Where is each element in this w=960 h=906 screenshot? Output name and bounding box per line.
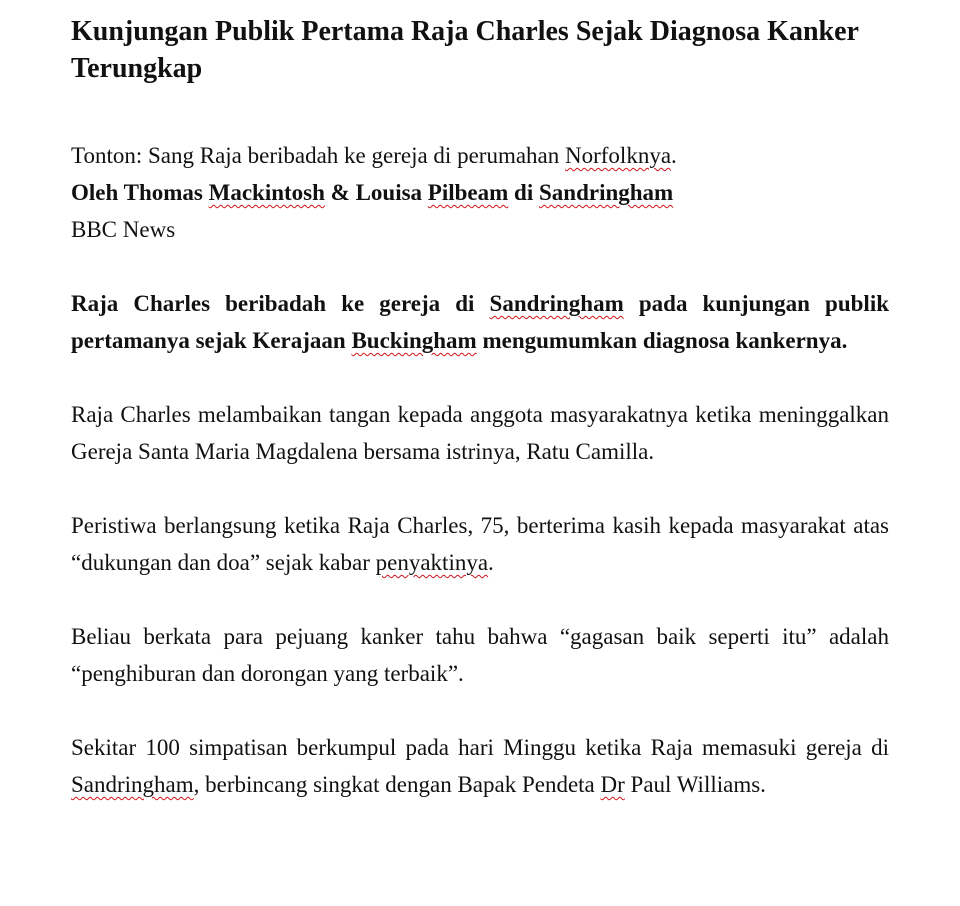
byline-mid: & Louisa (324, 180, 428, 205)
lead-text: pada kunjungan publik pertamanya sejak Kerajaan (71, 291, 890, 353)
lead-text: Raja Charles beribadah ke gereja di (71, 291, 490, 316)
misspelled-word[interactable]: Mackintosh (208, 180, 325, 205)
watch-caption-suffix: . (671, 143, 677, 168)
paragraph-text: Peristiwa berlangsung ketika Raja Charles, 75, berterima kasih kepada masyarakat atas “dukungan dan doa” sejak kabar (71, 513, 889, 575)
misspelled-word[interactable]: Sandringham (489, 291, 624, 316)
blank-line (71, 359, 889, 396)
paragraph-text: , berbincang singkat dengan Bapak Pendeta (193, 772, 601, 797)
byline (71, 174, 889, 211)
watch-caption (71, 137, 889, 174)
blank-line (71, 692, 889, 729)
misspelled-word[interactable]: penyaktinya (375, 550, 489, 575)
lead-paragraph (71, 285, 889, 359)
blank-line (71, 581, 889, 618)
paragraph-text: . (488, 550, 494, 575)
body-paragraph-2 (71, 507, 889, 581)
byline-loc-prefix: di (508, 180, 539, 205)
blank-line (71, 248, 889, 285)
misspelled-word[interactable]: Buckingham (351, 328, 477, 353)
body-paragraph-1: Raja Charles melambaikan tangan kepada anggota masyarakatnya ketika meninggalkan Gereja Santa Maria Magdalena bersama istrinya, Ratu Camilla. (71, 402, 889, 464)
misspelled-word[interactable]: Norfolknya (565, 143, 672, 168)
byline-prefix: Oleh Thomas (71, 180, 209, 205)
paragraph-text: Sekitar 100 simpatisan berkumpul pada hari Minggu ketika Raja memasuki gereja di (71, 735, 889, 760)
misspelled-word[interactable]: Dr (600, 772, 625, 797)
misspelled-word[interactable]: Sandringham (538, 180, 674, 205)
misspelled-word[interactable]: Pilbeam (427, 180, 509, 205)
misspelled-word[interactable]: Sandringham (71, 772, 194, 797)
lead-text: mengumumkan diagnosa kankernya. (476, 328, 848, 353)
body-paragraph-3: Beliau berkata para pejuang kanker tahu bahwa “gagasan baik seperti itu” adalah “penghiburan dan dorongan yang terbaik”. (71, 624, 889, 686)
document-page (71, 13, 889, 803)
blank-line (71, 470, 889, 507)
blank-line (71, 87, 889, 124)
paragraph-text: Paul Williams. (624, 772, 766, 797)
body-paragraph-4 (71, 729, 889, 803)
watch-caption-text: Tonton: Sang Raja beribadah ke gereja di perumahan (71, 143, 565, 168)
article-title: Kunjungan Publik Pertama Raja Charles Sejak Diagnosa Kanker Terungkap (71, 16, 859, 84)
source-line: BBC News (71, 217, 176, 242)
